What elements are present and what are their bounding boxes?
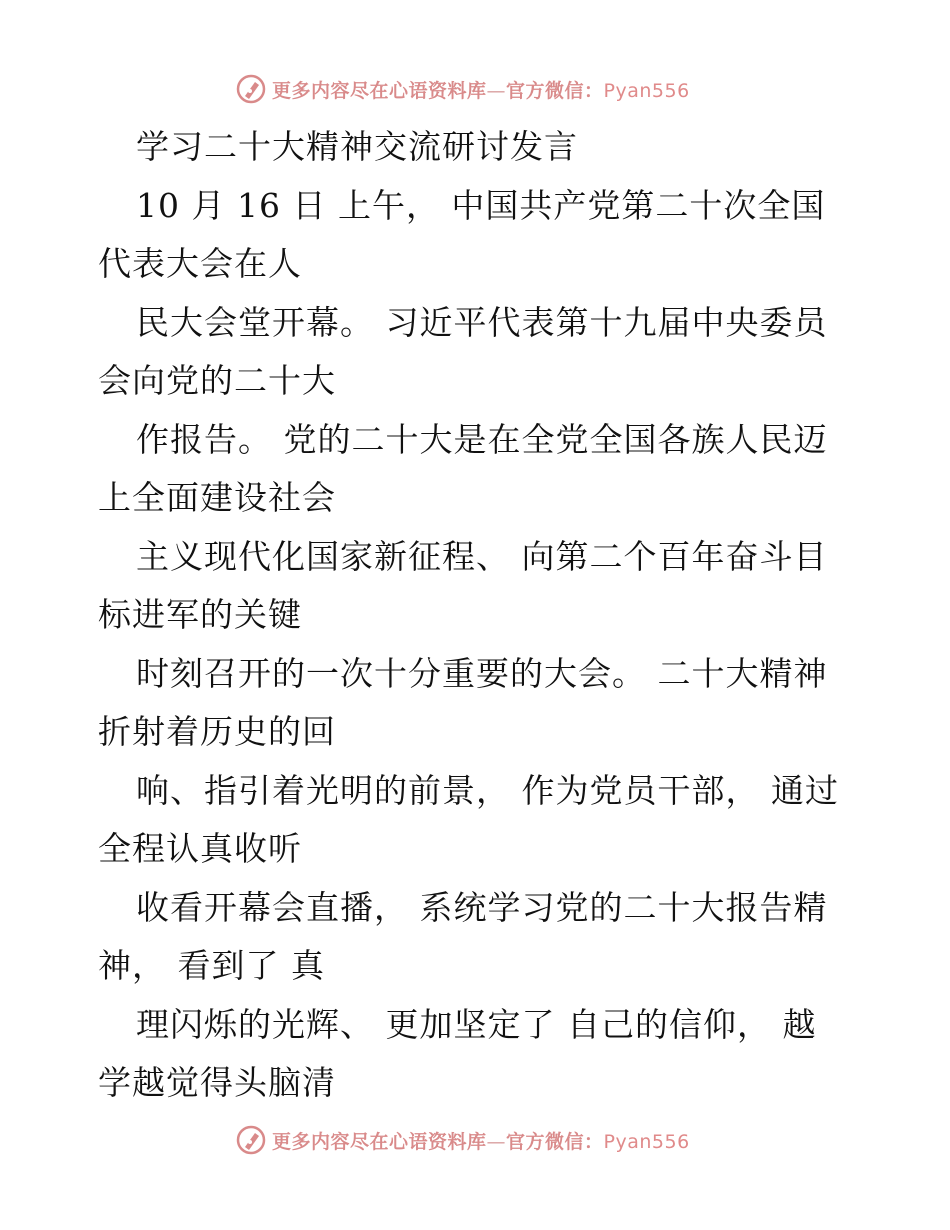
paragraph-line: 神， 看到了 真 — [98, 946, 325, 985]
footer-banner — [236, 1123, 756, 1157]
banner-text — [272, 1127, 690, 1154]
paragraph-line: 响、指引着光明的前景， 作为党员干部， 通过 — [136, 770, 839, 810]
banner-site-name: 更多内容尽在心语资料库 — [272, 1130, 487, 1153]
paragraph-line: 会向党的二十大 — [98, 361, 336, 400]
banner-separator: — — [486, 1130, 507, 1153]
paragraph-line: 主义现代化国家新征程、 向第二个百年奋斗目 — [136, 536, 828, 576]
paragraph-line: 理闪烁的光辉、 更加坚定了 自己的信仰， 越 — [136, 1004, 817, 1044]
banner-wechat-handle: Pyan556 — [603, 1130, 690, 1153]
banner-official-label: 官方微信： — [506, 79, 604, 102]
banner-official-label: 官方微信： — [506, 1130, 604, 1153]
paragraph-line: 民大会堂开幕。 习近平代表第十九届中央委员 — [136, 302, 828, 342]
pen-nib-logo-icon — [236, 1125, 266, 1155]
paragraph-line: 收看开幕会直播， 系统学习党的二十大报告精 — [136, 887, 828, 927]
banner-wechat-handle: Pyan556 — [603, 79, 690, 102]
paragraph-line: 10 月 16 日 上午， 中国共产党第二十次全国 — [136, 185, 826, 225]
paragraph-line: 上全面建设社会 — [98, 478, 336, 517]
paragraph-line: 全程认真收听 — [98, 829, 302, 868]
paragraph-line: 作报告。 党的二十大是在全党全国各族人民迈 — [136, 419, 828, 459]
paragraph-line: 标进军的关键 — [98, 595, 302, 634]
banner-text — [272, 76, 690, 103]
paragraph-line: 时刻召开的一次十分重要的大会。 二十大精神 — [136, 653, 828, 693]
document-title: 学习二十大精神交流研讨发言 — [136, 127, 578, 166]
paragraph-line: 学越觉得头脑清 — [98, 1063, 336, 1102]
banner-site-name: 更多内容尽在心语资料库 — [272, 79, 487, 102]
banner-separator: — — [486, 79, 507, 102]
document-body — [98, 118, 858, 1113]
paragraph-line: 折射着历史的回 — [98, 712, 336, 751]
pen-nib-logo-icon — [236, 74, 266, 104]
paragraph-line: 代表大会在人 — [98, 244, 302, 283]
header-banner — [236, 72, 756, 106]
